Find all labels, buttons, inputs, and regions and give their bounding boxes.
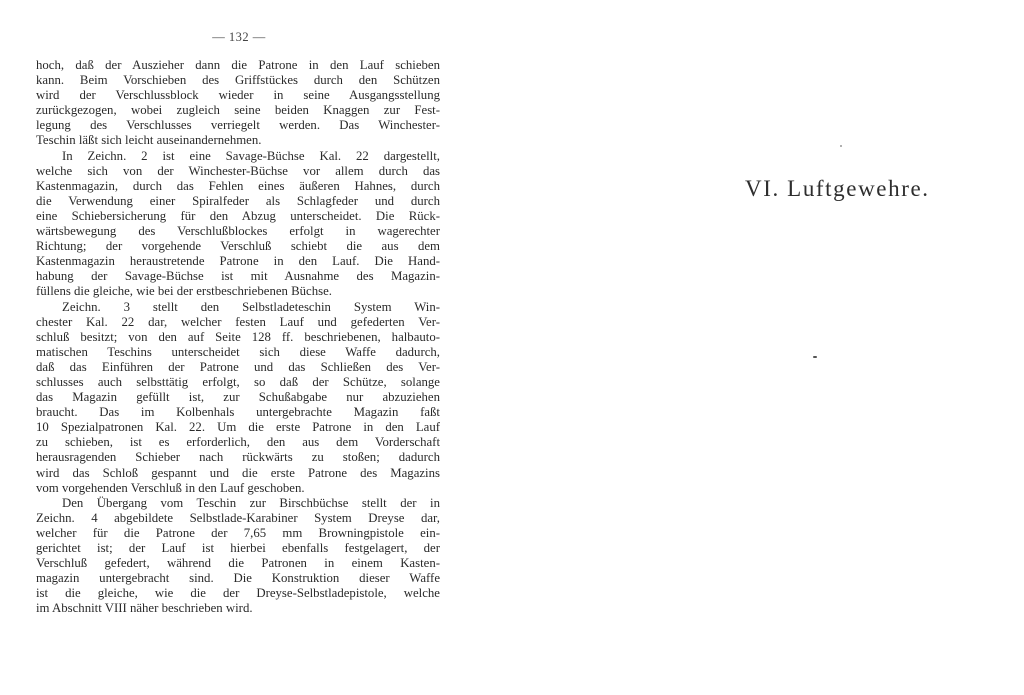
text-line: das Magazin gefüllt ist, zur Schußabgabe nur abzuziehen [36, 390, 440, 405]
text-line: Kastenmagazin, durch das Fehlen eines äußeren Hahnes, durch [36, 178, 440, 193]
chapter-title: VI. Luftgewehre. [745, 176, 930, 201]
text-line: Den Übergang vom Teschin zur Birschbüchse stellt der in [62, 495, 440, 510]
text-line: hoch, daß der Auszieher dann die Patrone in den Lauf schieben [36, 58, 440, 72]
text-line: vom vorgehenden Verschluß in den Lauf geschoben. [36, 480, 305, 495]
text-line: welcher für die Patrone der 7,65 mm Browningpistole ein- [36, 525, 440, 540]
text-line: matischen Teschins unterscheidet sich diese Waffe dadurch, [36, 344, 440, 359]
print-speck [813, 356, 817, 358]
text-line: In Zeichn. 2 ist eine Savage-Büchse Kal. 22 dargestellt, [62, 148, 440, 163]
text-line: braucht. Das im Kolbenhals untergebrachte Magazin faßt [36, 405, 440, 420]
text-line: gerichtet ist; der Lauf ist hierbei ebenfalls festgelagert, der [36, 541, 440, 555]
text-line: 10 Spezialpatronen Kal. 22. Um die erste Patrone in den Lauf [36, 420, 440, 435]
text-line: füllens die gleiche, wie bei der erstbeschriebenen Büchse. [36, 284, 332, 299]
text-line: magazin untergebracht sind. Die Konstruktion dieser Waffe [36, 571, 440, 586]
text-line: Verschluß gefedert, während die Patronen in einem Kasten- [36, 556, 440, 571]
text-line: Kastenmagazin heraustretende Patrone in den Lauf. Die Hand- [36, 254, 440, 269]
text-line: schluß besitzt; von den auf Seite 128 ff. beschriebenen, halbauto- [36, 329, 440, 344]
text-line: Zeichn. 3 stellt den Selbstladeteschin System Win- [62, 299, 440, 314]
text-line: wärtsbewegung des Verschlußblockes erfolgt in wagerechter [36, 224, 440, 239]
text-line: schlusses auch selbsttätig erfolgt, so daß der Schütze, solange [36, 374, 440, 389]
text-line: welche sich von der Winchester-Büchse vor allem durch das [36, 163, 440, 178]
text-line: zu schieben, ist es erforderlich, den aus dem Vorderschaft [36, 435, 440, 450]
right-page [512, 0, 1024, 695]
text-line: zurückgezogen, wobei zugleich seine beiden Knaggen zur Fest- [36, 103, 440, 118]
text-line: Richtung; der vorgehende Verschluß schiebt die aus dem [36, 239, 440, 254]
text-line: daß das Einführen der Patrone und das Schließen des Ver- [36, 359, 440, 374]
text-line: herausragenden Schieber nach rückwärts zu stoßen; dadurch [36, 450, 440, 465]
text-line: ist die gleiche, wie die der Dreyse-Selbstladepistole, welche [36, 586, 440, 601]
text-line: kann. Beim Vorschieben des Griffstückes durch den Schützen [36, 73, 440, 88]
text-line: chester Kal. 22 dar, welcher festen Lauf und gefederten Ver- [36, 314, 440, 329]
text-line: habung der Savage-Büchse ist mit Ausnahme des Magazin- [36, 269, 440, 284]
print-speck [840, 145, 842, 147]
body-text [36, 58, 440, 616]
text-line: wird das Schloß gespannt und die erste Patrone des Magazins [36, 465, 440, 480]
text-line: legung des Verschlusses verriegelt werden. Das Winchester- [36, 118, 440, 133]
text-line: wird der Verschlussblock wieder in seine Ausgangsstellung [36, 88, 440, 103]
text-line: die Verwendung einer Spiralfeder als Schlagfeder und durch [36, 193, 440, 208]
text-line: Teschin läßt sich leicht auseinandernehmen. [36, 133, 262, 148]
text-line: im Abschnitt VIII näher beschrieben wird. [36, 601, 253, 616]
text-line: eine Schiebersicherung für den Abzug unterscheidet. Die Rück- [36, 208, 440, 223]
text-line: Zeichn. 4 abgebildete Selbstlade-Karabiner System Dreyse dar, [36, 510, 440, 525]
page-number: — 132 — [212, 30, 266, 44]
